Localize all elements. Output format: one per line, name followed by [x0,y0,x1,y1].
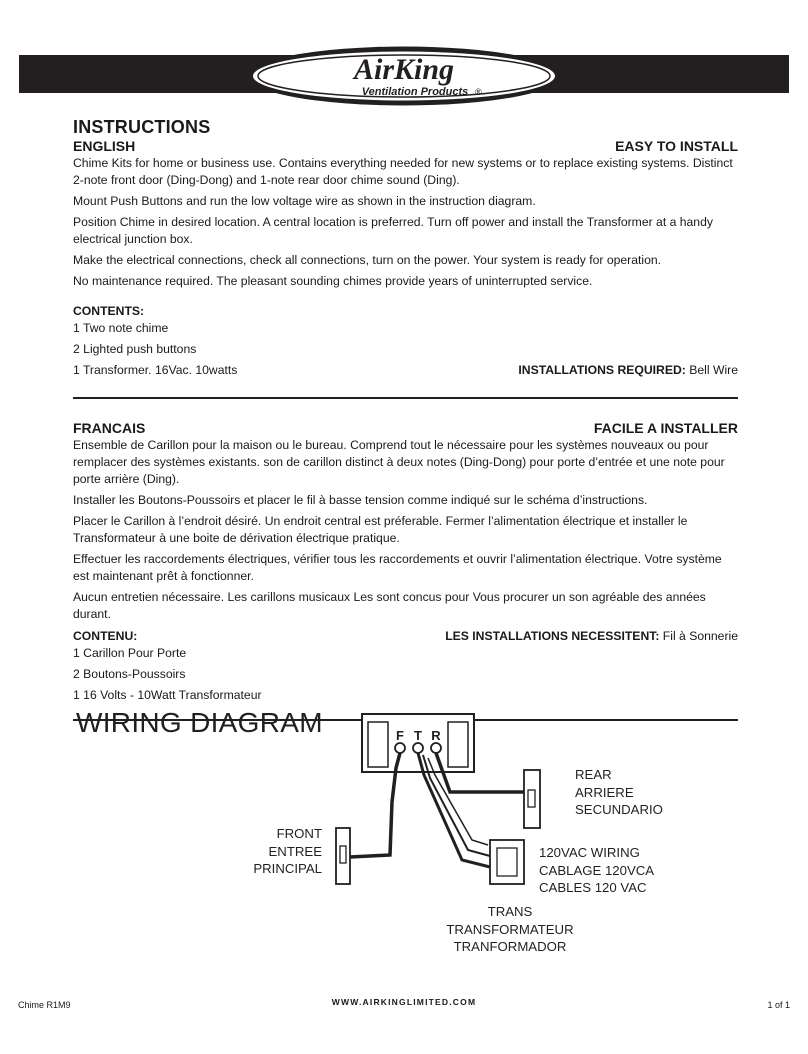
chime-tone-bar [448,722,468,767]
section-divider [73,397,738,399]
terminal-label: R [431,728,441,743]
front-label-line: PRINCIPAL [253,861,322,876]
logo-subtitle: Ventilation Products [361,86,469,98]
francais-required [445,628,738,645]
english-required-row [73,362,738,379]
terminal-screw [395,743,405,753]
air-king-logo [245,45,563,107]
francais-contents-row [73,628,738,645]
logo-text: AirKing [353,53,455,86]
ac-label-line: 120VAC WIRING [539,845,640,860]
francais-required-label: LES INSTALLATIONS NECESSITENT: [445,629,660,643]
english-header [73,138,738,155]
english-paragraph: Mount Push Buttons and run the low voltage wire as shown in the instruction diagram. [73,194,536,208]
english-contents-label: CONTENTS: [73,304,145,318]
chime-tone-bar [368,722,388,767]
francais-item: 2 Boutons-Poussoirs [73,667,186,681]
front-push-button [336,828,350,884]
front-label [240,825,322,878]
francais-paragraph: Aucun entretien nécessaire. Les carillons musicaux Les sont concus pour Vous procurer un son agréable des années durant. [73,590,706,621]
rear-label-line: REAR [575,767,612,782]
francais-item: 1 Carillon Pour Porte [73,646,187,660]
terminal-screw [431,743,441,753]
english-required-value: Bell Wire [689,363,738,377]
english-paragraph: Position Chime in desired location. A central location is preferred. Turn off power and install the Transformer at a handy electrical junction box. [73,215,713,246]
trans-label-line: TRANSFORMATEUR [446,921,574,937]
wiring-diagram-title: WIRING DIAGRAM [76,707,323,738]
rear-label-line: ARRIERE [575,784,634,800]
english-tagline: EASY TO INSTALL [615,138,738,154]
francais-paragraph: Effectuer les raccordements électriques, vérifier tous les raccordements et ouvrir l’alimentation électrique. Votre système est maintenant prêt à fonctionner. [73,552,722,583]
wiring-diagram [330,710,545,915]
english-required-label: INSTALLATIONS REQUIRED: [518,363,686,377]
rear-label-line: SECUNDARIO [575,802,663,817]
ac-label-line: CABLAGE 120VCA [539,862,655,878]
francais-header [73,420,738,437]
footer-model: Chime R1M9 [18,1000,71,1010]
english-item: 1 Two note chime [73,321,169,335]
rear-push-button [524,770,540,828]
francais-required-value: Fil à Sonnerie [662,629,738,643]
terminal-label: F [396,728,404,743]
ac-wiring-label [539,844,654,897]
trans-label-line: TRANS [487,904,533,919]
trans-label-line: TRANFORMADOR [453,939,567,954]
transformer [490,840,524,884]
transformer-label [440,903,580,956]
francais-tagline: FACILE A INSTALLER [593,420,738,436]
rear-label [575,766,663,819]
footer-website[interactable]: WWW.AIRKINGLIMITED.COM [331,997,477,1007]
english-item: 1 Transformer. 16Vac. 10watts [73,363,238,377]
instructions-title: INSTRUCTIONS [73,117,211,137]
english-required [518,362,738,379]
english-heading: ENGLISH [73,138,136,154]
ac-label-line: CABLES 120 VAC [539,880,647,895]
english-item: 2 Lighted push buttons [73,342,197,356]
english-paragraph: No maintenance required. The pleasant sounding chimes provide years of uninterrupted service. [73,274,593,288]
francais-paragraph: Placer le Carillon à l’endroit désiré. Un endroit central est préferable. Fermer l’alimentation électrique et installer le Transformateur à une boite de dérivation électrique pratique. [73,514,688,545]
terminal-label: T [414,728,422,743]
registered-mark: ® [475,87,482,97]
francais-item: 1 16 Volts - 10Watt Transformateur [73,688,262,702]
footer-page: 1 of 1 [767,1000,790,1010]
logo-graphic [245,45,563,107]
francais-contents-label: CONTENU: [73,629,138,643]
francais-heading: FRANCAIS [73,420,146,436]
francais-paragraph: Ensemble de Carillon pour la maison ou le bureau. Comprend tout le nécessaire pour les systèmes nouveaux ou pour remplacer des systèmes existants. son de carillon distinct à deux notes (Ding-Dong) pour porte d’entrée et une note pour porte arrière (Ding). [73,438,725,486]
francais-paragraph: Installer les Boutons-Poussoirs et placer le fil à basse tension comme indiqué sur le schéma d’instructions. [73,493,648,507]
front-label-line: ENTREE [268,843,322,859]
english-paragraph: Chime Kits for home or business use. Contains everything needed for new systems or to replace existing systems. Distinct 2-note front door (Ding-Dong) and 1-note rear door chime sound (Ding). [73,156,733,187]
terminal-screw [413,743,423,753]
front-label-line: FRONT [276,826,322,841]
instructions-content [73,116,738,721]
english-paragraph: Make the electrical connections, check all connections, turn on the power. Your system is ready for operation. [73,253,662,267]
